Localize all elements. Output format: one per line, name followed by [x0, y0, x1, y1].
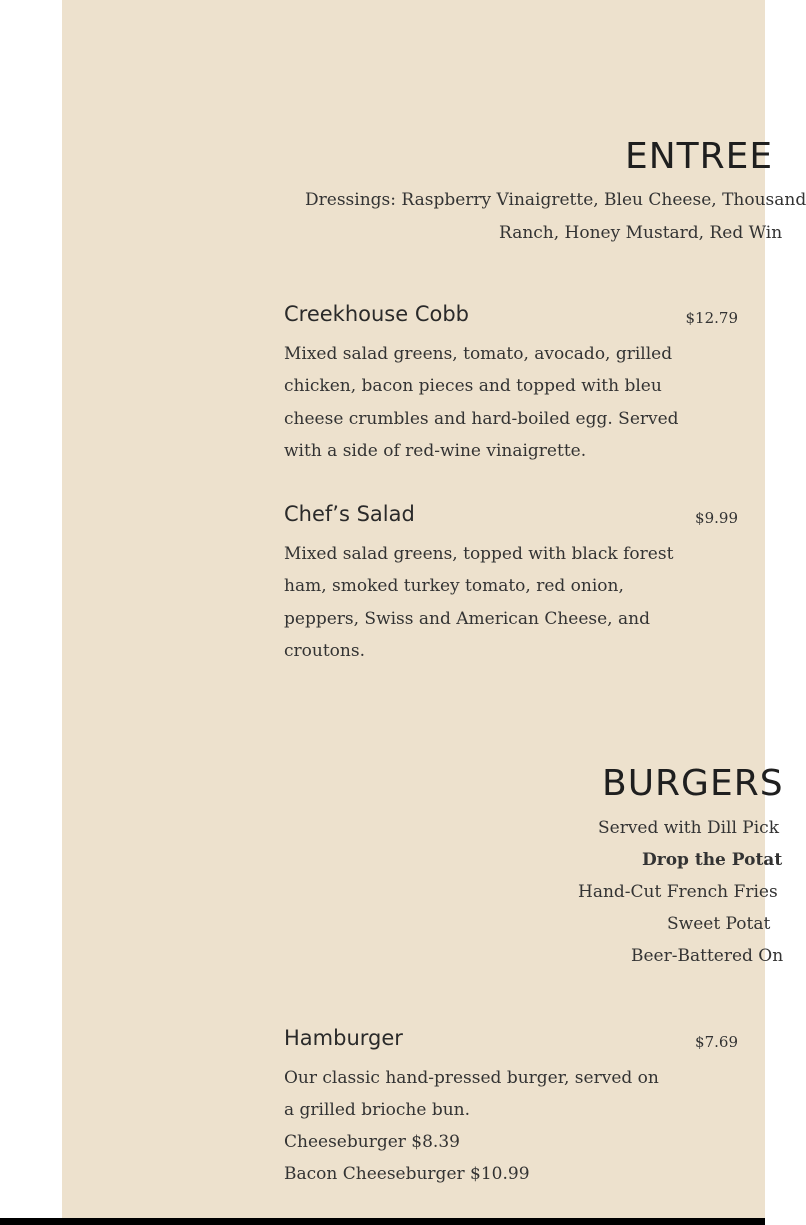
item-description: Mixed salad greens, tomato, avocado, grilled chicken, bacon pieces and topped with bleu cheese crumbles and hard-boiled egg. Served with a side of red-wine vinaigrette.: [284, 344, 679, 461]
item-name: Chef’s Salad: [284, 502, 415, 526]
item-name: Hamburger: [284, 1026, 403, 1050]
bottom-bar: [0, 1218, 765, 1225]
item-name: Creekhouse Cobb: [284, 302, 470, 326]
burgers-line-3: Hand-Cut French Fries: [578, 882, 778, 902]
burgers-heading: BURGERS: [602, 763, 784, 804]
item-description: Our classic hand-pressed burger, served on a grilled brioche bun.: [284, 1068, 659, 1121]
item-price: $7.69: [695, 1033, 738, 1051]
menu-panel: [62, 0, 806, 1218]
burgers-line-2: [642, 844, 782, 876]
item-description: Mixed salad greens, topped with black forest ham, smoked turkey tomato, red onion, peppers, Swiss and American Cheese, and croutons.: [284, 544, 674, 661]
item-price: $9.99: [695, 509, 738, 527]
item-price: $12.79: [685, 309, 738, 327]
item-variant-cheeseburger: Cheeseburger $8.39: [284, 1132, 460, 1152]
burgers-line-2-text: Drop the Potat: [642, 850, 783, 870]
burgers-line-4: Sweet Potat: [667, 914, 771, 934]
item-variant-bacon-cheeseburger: Bacon Cheeseburger $10.99: [284, 1164, 530, 1184]
dressings-line-1: Dressings: Raspberry Vinaigrette, Bleu Cheese, Thousand: [305, 190, 806, 210]
burgers-line-1: Served with Dill Pick: [598, 818, 779, 838]
entree-heading: ENTREE: [625, 136, 774, 177]
burgers-line-5: Beer-Battered On: [631, 946, 784, 966]
dressings-line-2: Ranch, Honey Mustard, Red Win: [499, 223, 783, 243]
